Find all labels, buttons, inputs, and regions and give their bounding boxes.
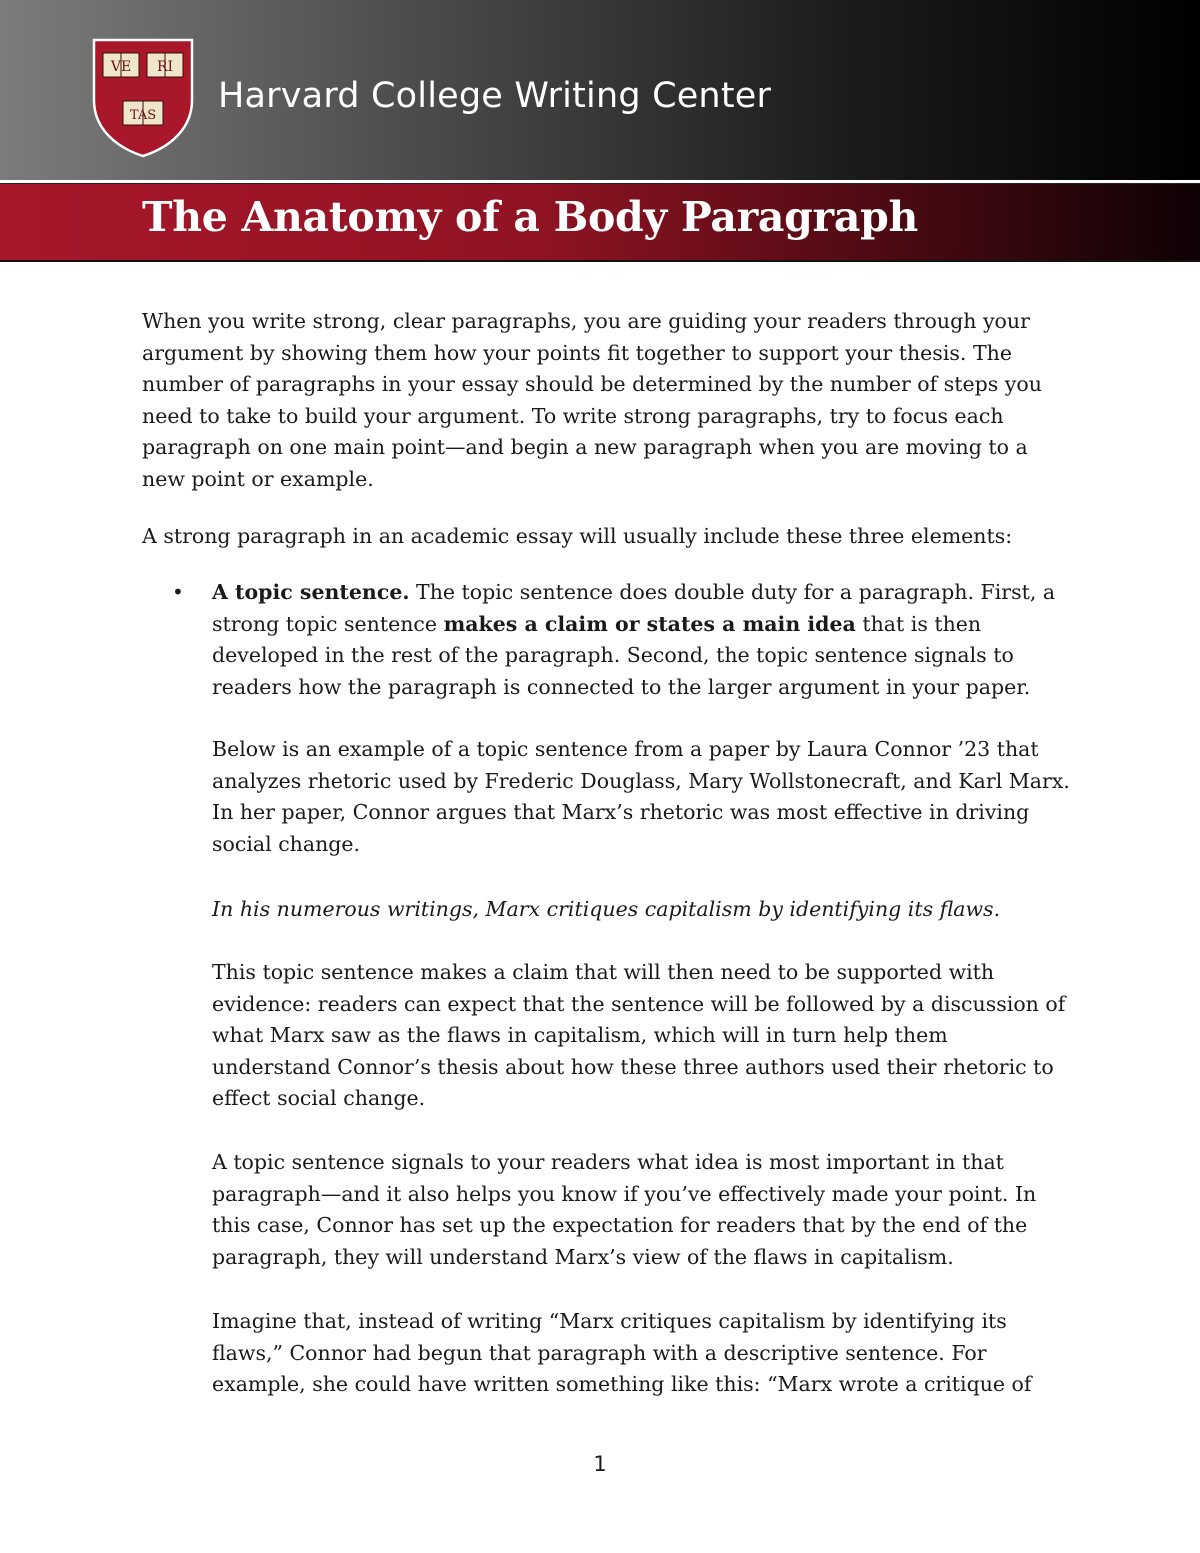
page-title: The Anatomy of a Body Paragraph (142, 193, 918, 241)
svg-text:TAS: TAS (129, 108, 157, 123)
example-intro-paragraph: Below is an example of a topic sentence from a paper by Laura Connor ’23 that analyzes rhetoric used by Frederic Douglass, Mary Wollstonecraft, and Karl Marx. In her paper, Connor argues that Marx’s rhetoric was most effective in driving social change. (212, 737, 1070, 856)
topic-sentence-definition (212, 577, 1072, 703)
bullet-icon: • (172, 580, 184, 604)
shield-book-bottom (123, 101, 163, 125)
svg-text:VE: VE (110, 59, 132, 75)
topic-sentence-key-phrase: makes a claim or states a main idea (443, 611, 856, 636)
topic-sentence-text-1: The topic sentence does double duty for a paragraph. First, a strong topic sentence (212, 580, 1056, 636)
intro-paragraph: When you write strong, clear paragraphs, you are guiding your readers through your argument by showing them how your points fit together to support your thesis. The number of paragraphs in your essay should be determined by the number of steps you need to take to build your argument. To write strong paragraphs, try to focus each paragraph on one main point—and begin a new paragraph when you are moving to a new point or example. (142, 309, 1042, 491)
harvard-shield-logo (92, 38, 194, 158)
svg-text:RI: RI (156, 59, 174, 75)
page-number: 1 (593, 1452, 607, 1476)
elements-lead-sentence: A strong paragraph in an academic essay will usually include these three elements: (142, 524, 1013, 548)
topic-sentence-label: A topic sentence. (212, 580, 410, 604)
example-explanation-paragraph: This topic sentence makes a claim that will then need to be supported with evidence: readers can expect that the sentence will be followed by a discussion of what Marx saw as the flaws in capitalism, which will in turn help them understand Connor’s thesis about how these three authors used their rhetoric to effect social change. (212, 960, 1066, 1111)
shield-book-right (147, 53, 183, 77)
topic-sentence-text-2: that is then developed in the rest of the paragraph. Second, the topic sentence signals to readers how the paragraph is connected to the larger argument in your paper. (212, 611, 1031, 699)
topic-sentence-signal-paragraph: A topic sentence signals to your readers what idea is most important in that paragraph—and it also helps you know if you’ve effectively made your point. In this case, Connor has set up the expectation for readers that by the end of the paragraph, they will understand Marx’s view of the flaws in capitalism. (212, 1150, 1037, 1269)
imagine-alternative-paragraph: Imagine that, instead of writing “Marx critiques capitalism by identifying its flaws,” Connor had begun that paragraph with a descriptive sentence. For example, she could have written something like this: “Marx wrote a critique of (212, 1309, 1032, 1397)
example-topic-sentence: In his numerous writings, Marx critiques capitalism by identifying its flaws. (212, 897, 1001, 921)
shield-book-left (103, 53, 139, 77)
organization-name: Harvard College Writing Center (218, 76, 772, 116)
